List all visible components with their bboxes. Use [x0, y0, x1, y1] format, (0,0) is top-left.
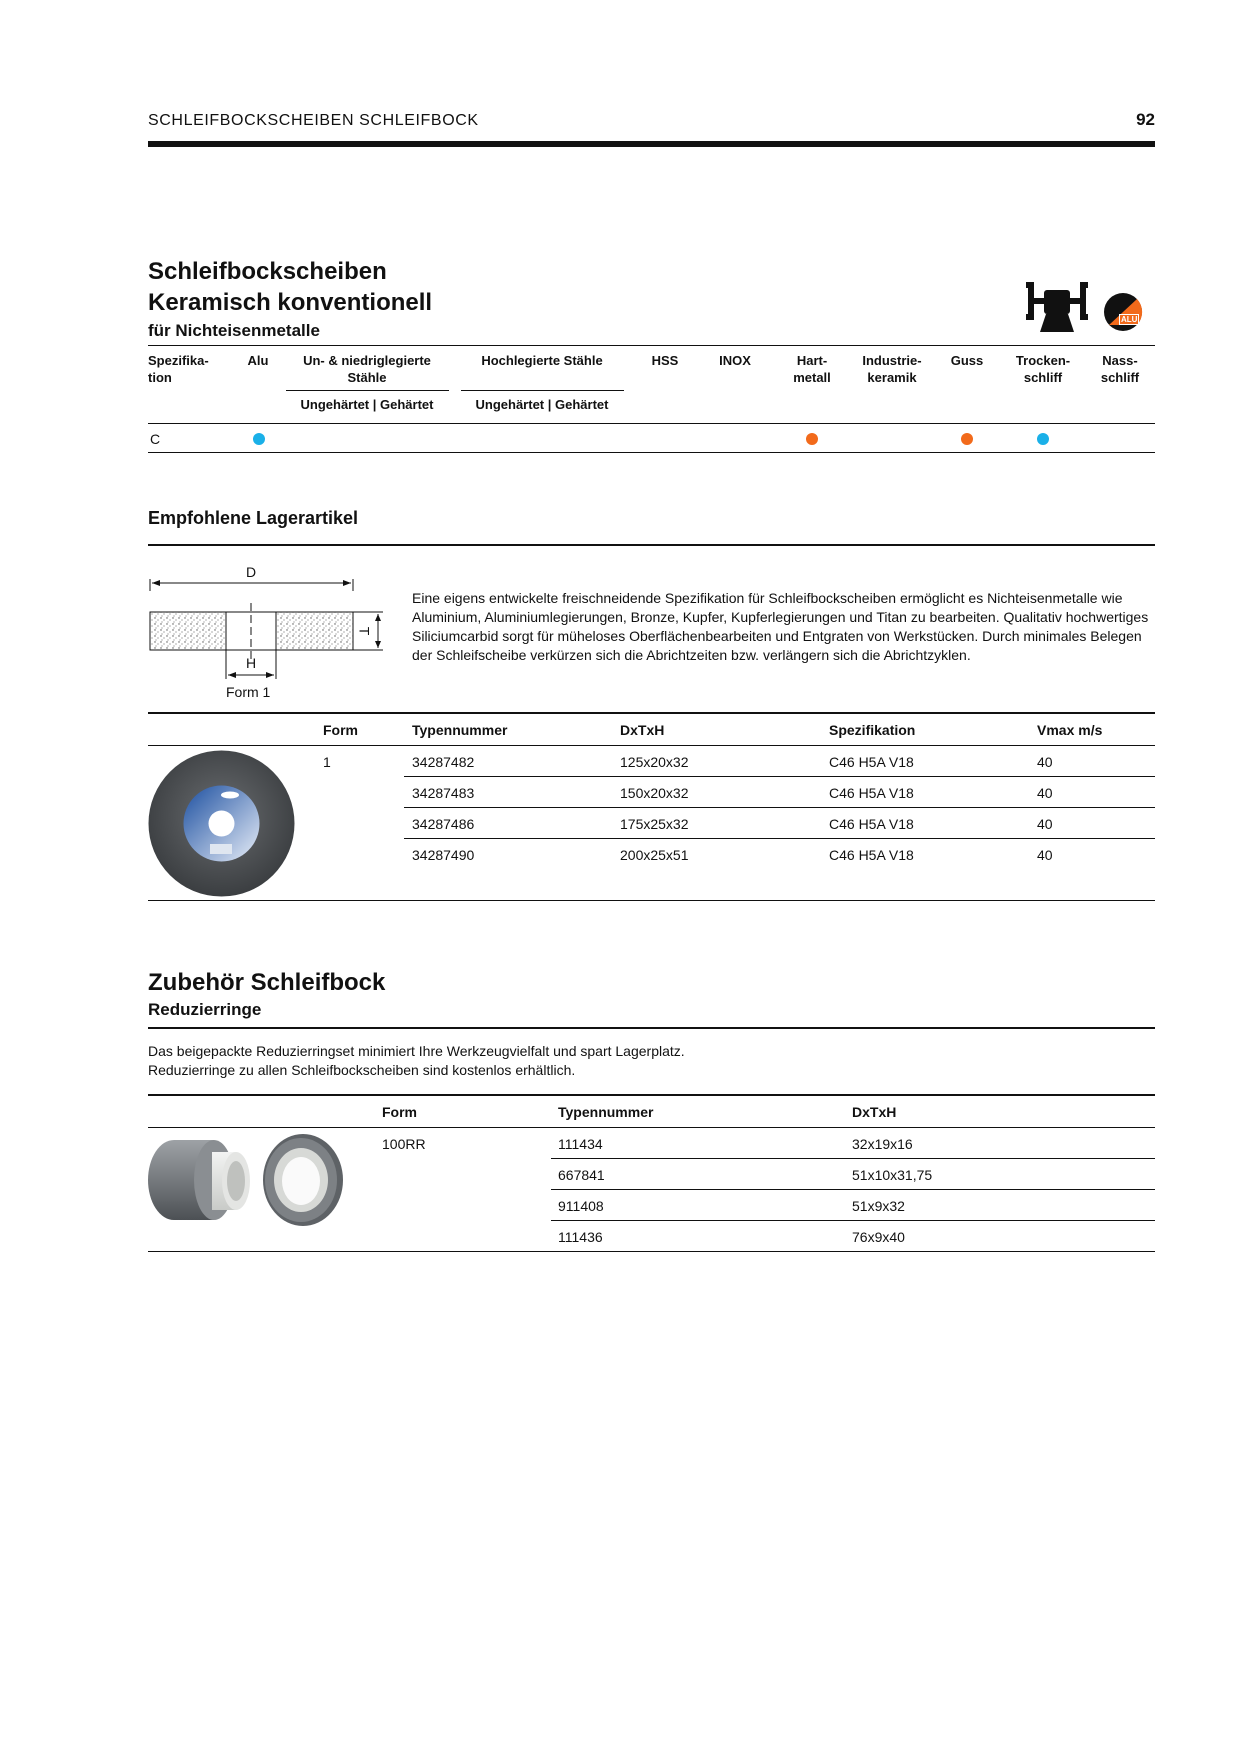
table1-row-1-vmax: 40 — [1037, 754, 1053, 770]
table2-row-2-dxtxh: 51x10x31,75 — [852, 1167, 933, 1183]
table1-row-3-typennummer: 34287486 — [412, 816, 475, 832]
alu-badge: ALU — [1121, 315, 1138, 324]
section2-title: Empfohlene Lagerartikel — [148, 508, 359, 528]
section2-description: Eine eigens entwickelte freischneidende Spezifikation für Schleifbockscheiben ermöglicht es Nichteisenmetalle wie Aluminium, Aluminiumlegierungen, Bronze, Kupfer, Kupferlegierungen und Titan zu bearbeiten. Qualitativ hochwertiges Siliciumcarbid sorgt für müheloses Oberflächenbearbeiten und Entgraten von Werkstücken. Durch minimales Belegen der Schleifscheibe verkürzen sich die Abrichtzeiten bzw. verlängern sich die Abrichtzyklen. — [412, 590, 1149, 663]
dot-hartmetall — [806, 433, 818, 445]
table2-header-rule — [148, 1127, 1155, 1128]
spec-header-hochlegiert: Hochlegierte Stähle — [481, 353, 603, 368]
spec-row-label: C — [150, 431, 161, 447]
table1-header-form: Form — [323, 722, 358, 738]
section1-title-line1: Schleifbockscheiben — [148, 258, 387, 285]
sub-rule-hoch — [461, 390, 624, 391]
grinding-wheel-image — [148, 750, 295, 897]
table1-row-rule — [404, 776, 1155, 777]
table1-row-1-spezifikation: C46 H5A V18 — [829, 754, 914, 770]
table2-row-3-dxtxh: 51x9x32 — [852, 1198, 905, 1214]
table2-header-dxtxh: DxTxH — [852, 1104, 897, 1120]
spec-header-inox: INOX — [719, 353, 751, 368]
table2-row-1-typennummer: 111434 — [558, 1136, 603, 1152]
table2-form-value: 100RR — [382, 1136, 426, 1152]
table1-row-2-spezifikation: C46 H5A V18 — [829, 785, 914, 801]
table2-row-4-dxtxh: 76x9x40 — [852, 1229, 905, 1245]
table2-row-3-typennummer: 911408 — [558, 1198, 604, 1214]
table2-top-rule — [148, 1094, 1155, 1096]
table1-header-dxtxh: DxTxH — [620, 722, 665, 738]
diagram-caption: Form 1 — [226, 684, 271, 700]
table1-top-rule — [148, 712, 1155, 714]
table2-row-rule — [551, 1220, 1155, 1221]
table2-row-1-dxtxh: 32x19x16 — [852, 1136, 913, 1152]
spec-header-spezifikation: Spezifika- tion — [148, 353, 209, 385]
section3-subtitle: Reduzierringe — [148, 1000, 262, 1019]
section3-description-line2: Reduzierringe zu allen Schleifbockscheiben sind kostenlos erhältlich. — [148, 1062, 576, 1078]
header-rule — [148, 141, 1155, 147]
table2-row-rule — [551, 1189, 1155, 1190]
table2-header-form: Form — [382, 1104, 417, 1120]
section1-title-line2: Keramisch konventionell — [148, 289, 433, 316]
table2-header-typennummer: Typennummer — [558, 1104, 654, 1120]
table1-row-4-typennummer: 34287490 — [412, 847, 475, 863]
table1-header-vmax: Vmax m/s — [1037, 722, 1103, 738]
reducing-rings-image — [146, 1130, 346, 1230]
table1-row-3-spezifikation: C46 H5A V18 — [829, 816, 914, 832]
section1-heading — [148, 256, 432, 342]
sub-rule-un — [286, 390, 449, 391]
spec-header-industriekeramik: Industrie- keramik — [862, 353, 922, 385]
table2-row-2-typennummer: 667841 — [558, 1167, 605, 1183]
section1-subtitle: für Nichteisenmetalle — [148, 321, 320, 340]
diagram-label-t: T — [356, 626, 373, 636]
table1-row-1-typennummer: 34287482 — [412, 754, 475, 770]
table2-row-rule — [551, 1158, 1155, 1159]
spec-header-nassschliff: Nass- schliff — [1100, 353, 1140, 385]
spec-header-guss: Guss — [950, 353, 984, 368]
diagram-label-d: D — [246, 564, 257, 580]
spec-subheader-un: Ungehärtet | Gehärtet — [300, 397, 434, 412]
table1-row-3-vmax: 40 — [1037, 816, 1053, 832]
section2-rule — [148, 544, 1155, 546]
bench-grinder-icon — [1024, 280, 1090, 332]
dot-alu — [253, 433, 265, 445]
section3-description-line1: Das beigepackte Reduzierringset minimiert Ihre Werkzeugvielfalt und spart Lagerplatz. — [148, 1043, 685, 1059]
dot-trockenschliff — [1037, 433, 1049, 445]
diagram-label-h: H — [246, 655, 257, 671]
wheel-cross-section-diagram — [148, 563, 398, 713]
spec-table-top-rule — [148, 345, 1155, 346]
alu-icon — [1103, 292, 1143, 332]
spec-table-bottom-rule — [148, 452, 1155, 453]
table1-header-typennummer: Typennummer — [412, 722, 508, 738]
table1-row-rule — [404, 807, 1155, 808]
spec-header-alu: Alu — [247, 353, 269, 368]
table1-row-rule — [404, 838, 1155, 839]
spec-header-hartmetall: Hart- metall — [793, 353, 831, 385]
table1-row-4-vmax: 40 — [1037, 847, 1053, 863]
spec-header-un-niedrig: Un- & niedriglegierte Stähle — [303, 353, 431, 385]
running-title: SCHLEIFBOCKSCHEIBEN SCHLEIFBOCK — [148, 112, 479, 129]
table2-bottom-rule — [148, 1251, 1155, 1252]
table1-header-rule — [148, 745, 1155, 746]
table1-row-4-dxtxh: 200x25x51 — [620, 847, 689, 863]
dot-guss — [961, 433, 973, 445]
table1-row-1-dxtxh: 125x20x32 — [620, 754, 689, 770]
spec-header-trockenschliff: Trocken- schliff — [1015, 353, 1071, 385]
spec-table-mid-rule — [148, 423, 1155, 424]
table1-row-2-dxtxh: 150x20x32 — [620, 785, 689, 801]
spec-subheader-hoch: Ungehärtet | Gehärtet — [475, 397, 609, 412]
page-number: 92 — [1136, 110, 1155, 129]
table1-row-2-vmax: 40 — [1037, 785, 1053, 801]
table1-row-2-typennummer: 34287483 — [412, 785, 475, 801]
section3-rule — [148, 1027, 1155, 1029]
table1-form-value: 1 — [323, 754, 331, 770]
section3-title: Zubehör Schleifbock — [148, 969, 386, 996]
table1-bottom-rule — [148, 900, 1155, 901]
table1-row-4-spezifikation: C46 H5A V18 — [829, 847, 914, 863]
spec-header-hss: HSS — [651, 353, 679, 368]
table2-row-4-typennummer: 111436 — [558, 1229, 603, 1245]
table1-row-3-dxtxh: 175x25x32 — [620, 816, 689, 832]
table1-header-spezifikation: Spezifikation — [829, 722, 916, 738]
